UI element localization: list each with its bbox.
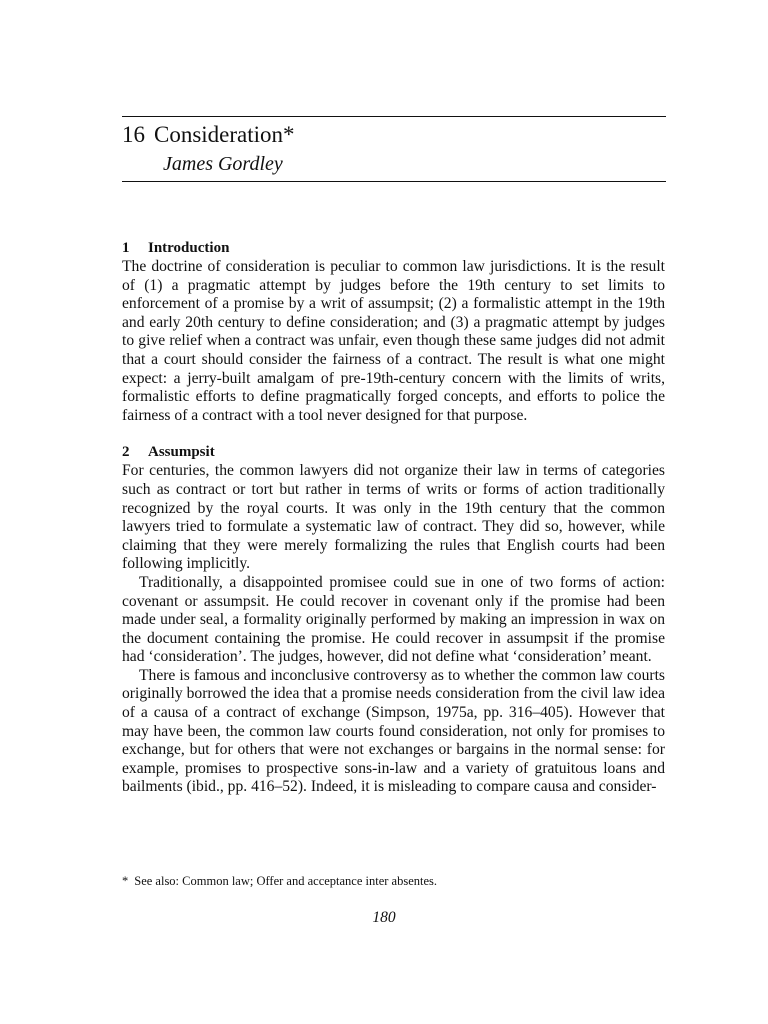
chapter-number: 16 xyxy=(122,122,145,147)
paragraph-assumpsit-1: For centuries, the common lawyers did not organize their law in terms of categories such as contract or tort but rather in terms of writs or forms of action traditionally recognized by the royal courts. It was only in the 19th century that the common lawyers tried to formulate a systematic law of contract. They did so, however, while claiming that they were merely formalizing the rules that English courts had been following implicitly. xyxy=(122,462,665,573)
section-heading-text: Assumpsit xyxy=(148,444,215,461)
title-top-rule xyxy=(122,116,666,117)
footnote-mark: * xyxy=(122,874,129,888)
paragraph-assumpsit-3: There is famous and inconclusive controversy as to whether the common law courts originally borrowed the idea that a promise needs consideration from the civil law idea of a causa of a contract of exchange (Simpson, 1975a, pp. 316–405). However that may have been, the common law courts found consideration, not only for promises to exchange, but for others that were not exchanges or bargains in the normal sense: for example, promises to prospective sons-in-law and a variety of gratuitous loans and bailments (ibid., pp. 416–52). Indeed, it is misleading to compare causa and consider- xyxy=(122,666,665,796)
chapter-title-text: Consideration* xyxy=(154,122,295,147)
paragraph-introduction: The doctrine of consideration is peculiar to common law jurisdictions. It is the result of (1) a pragmatic attempt by judges before the 19th century to set limits to enforcement of a promise by a writ of assumpsit; (2) a formalistic attempt in the 19th and early 20th century to define consideration; and (3) a pragmatic attempt by judges to give relief when a contract was unfair, even though these same judges did not admit that a court should consider the fairness of a contract. The result is what one might expect: a jerry-built amalgam of pre-19th-century concern with the limits of writs, formalistic efforts to define pragmatically forged concepts, and efforts to police the fairness of a contract with a tool never designed for that purpose. xyxy=(122,258,665,424)
paragraph-assumpsit-2: Traditionally, a disappointed promisee could sue in one of two forms of action: covenant or assumpsit. He could recover in covenant only if the promise had been made under seal, a formality originally performed by making an impression in wax on the document containing the promise. He could recover in assumpsit if the promise had ‘consideration’. The judges, however, did not define what ‘consideration’ meant. xyxy=(122,573,665,666)
footnote xyxy=(122,873,665,889)
section-heading-introduction xyxy=(122,239,665,258)
section-number: 2 xyxy=(122,444,130,461)
chapter-body xyxy=(122,239,665,797)
footnote-text: See also: Common law; Offer and acceptance inter absentes. xyxy=(134,874,438,888)
page-number: 180 xyxy=(372,909,396,926)
section-number: 1 xyxy=(122,240,130,256)
section-heading-text: Introduction xyxy=(148,240,230,256)
chapter-title xyxy=(122,120,295,150)
title-bottom-rule xyxy=(122,181,666,182)
section-heading-assumpsit xyxy=(122,443,665,462)
chapter-author: James Gordley xyxy=(163,153,283,175)
